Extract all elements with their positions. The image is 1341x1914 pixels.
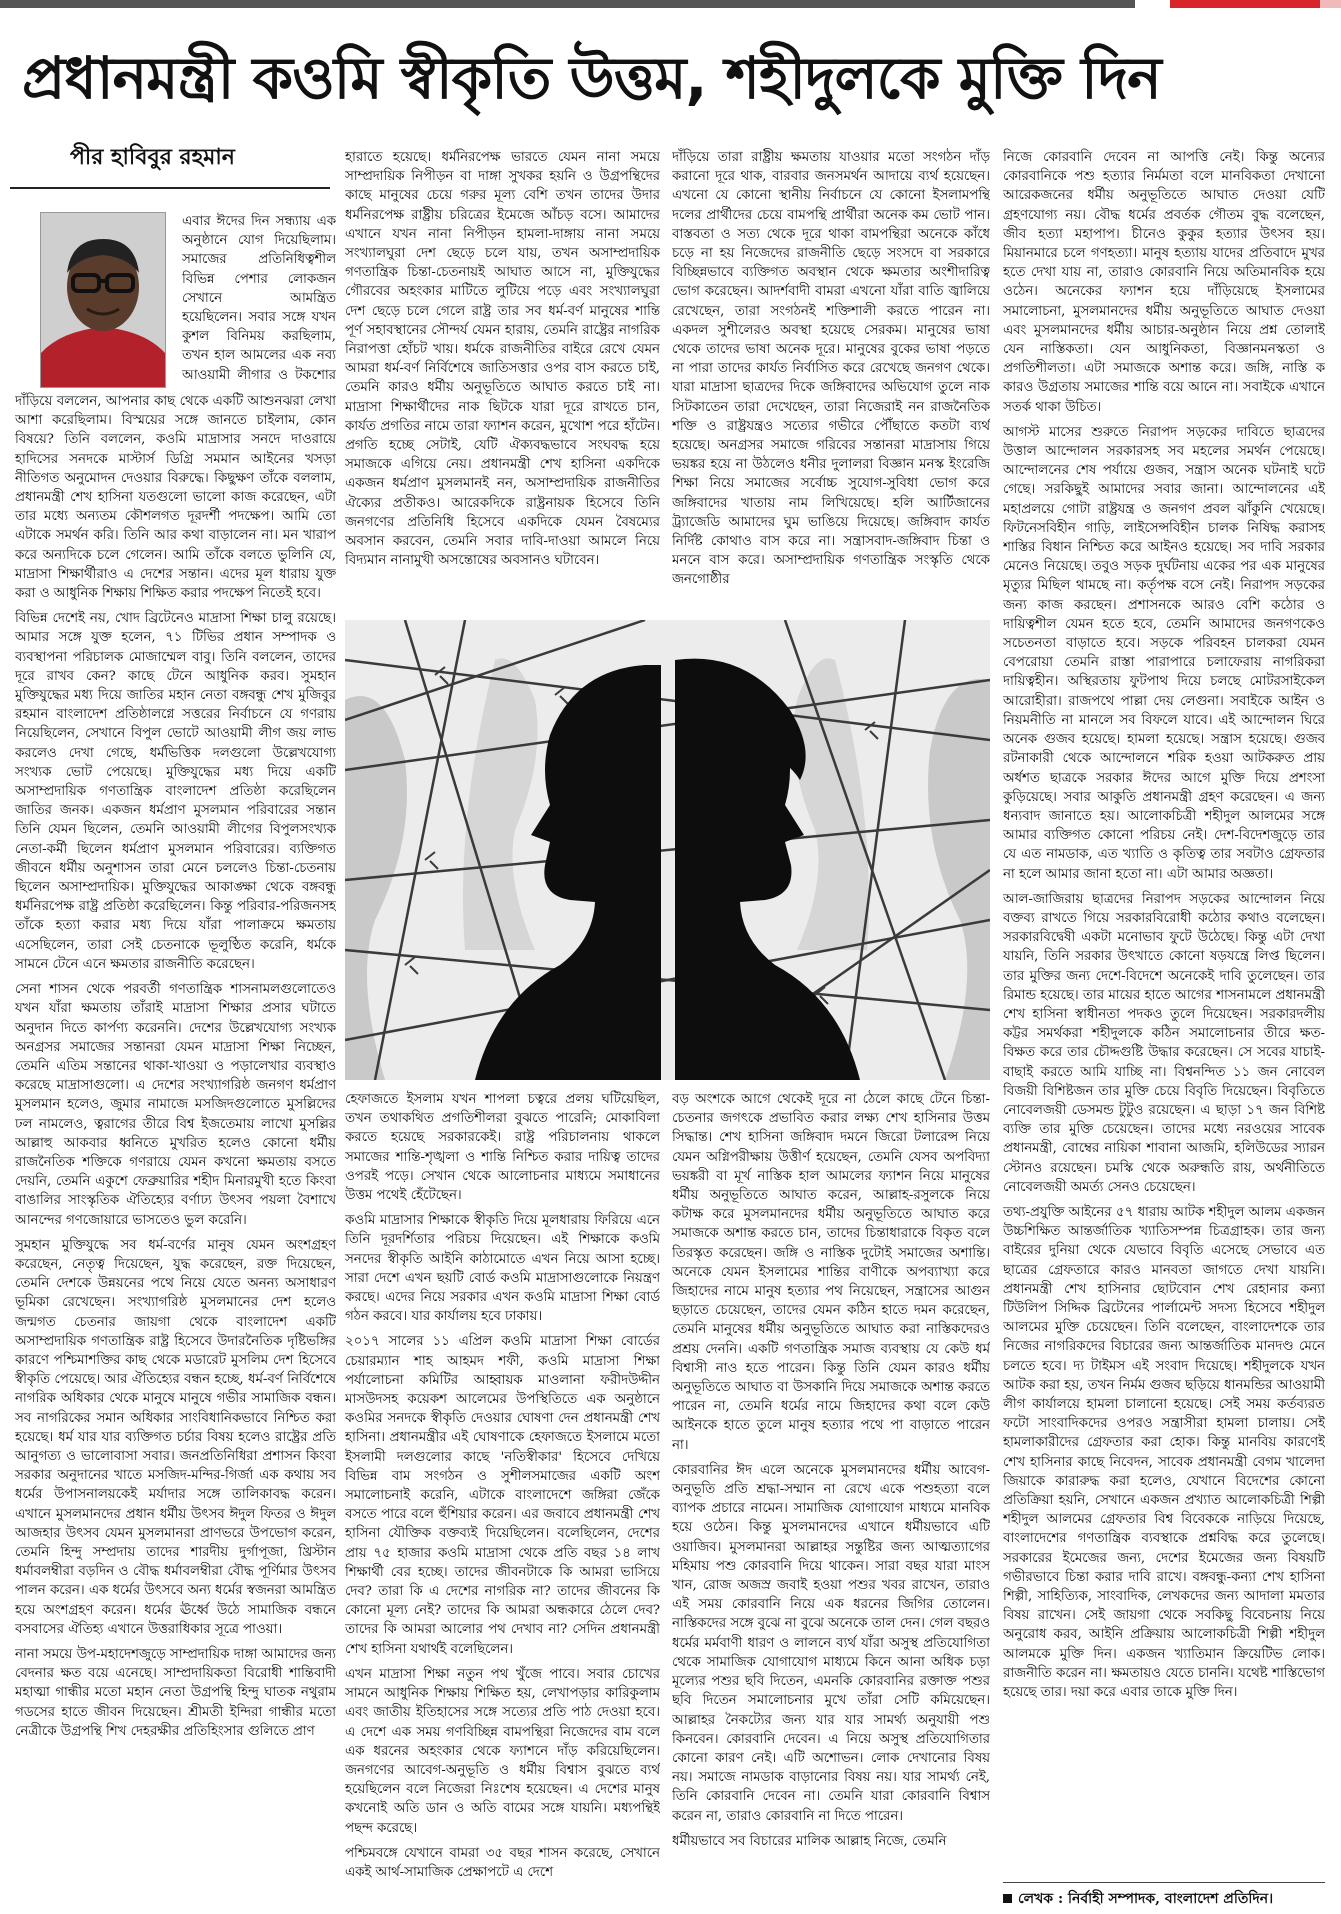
article-column-2 <box>345 1090 660 1905</box>
paragraph: সুমহান মুক্তিযুদ্ধে সব ধর্ম-বর্ণের মানুষ যেমন অংশগ্রহণ করেছেন, নেতৃত্ব দিয়েছেন, যুদ্ধ করেছেন, রক্ত দিয়েছেন, তেমনি দেশকে উন্নয়নের পথে নিয়ে যেতে অনন্য অসাধারণ ভূমিকা রেখেছেন। সংখ্যাগরিষ্ঠ মুসলমানের দেশ হলেও জন্মগত চেতনার জায়গা থেকে বাংলাদেশ একটি অসাম্প্রদায়িক গণতান্ত্রিক রাষ্ট্র হিসেবে উদারনৈতিক দৃষ্টিভঙ্গির কারণে পশ্চিমাশক্তির কাছ থেকে মডারেট মুসলিম দেশ হিসেবে স্বীকৃতি পেয়েছে। আর ঐতিহ্যের বন্ধন হচ্ছে, ধর্ম-বর্ণ নির্বিশেষে নাগরিক অধিকার থেকে মানুষে মানুষে গভীর সামাজিক বন্ধন। সব নাগরিকের সমান অধিকার সাংবিধানিকভাবে নিশ্চিত করা হয়েছে। ধর্ম যার যার ব্যক্তিগত চর্চার বিষয় হলেও রাষ্ট্রের প্রতি আনুগত্য ও ভালোবাসা সবার। জনপ্রতিনিধিরা প্রশাসন কিংবা সরকার অনুদানের খাতে মসজিদ-মন্দির-গির্জা এক কথায় সব ধর্মের উপাসনালয়কেই মর্যাদার সঙ্গে তালিকাবদ্ধ করেন। এখানে মুসলমানদের প্রধান ধর্মীয় উৎসব ঈদুল ফিতর ও ঈদুল আজহার উৎসব যেমন মুসলমানরা প্রাণভরে উপভোগ করেন, তেমনি হিন্দু সম্প্রদায় তাদের শারদীয় দুর্গাপূজা, খ্রিস্টান ধর্মাবলম্বীরা বড়দিন ও বৌদ্ধ ধর্মাবলম্বীরা বৌদ্ধ পূর্ণিমার উৎসব পালন করেন। এক ধর্মের উৎসবে অন্য ধর্মের স্বজনরা আমন্ত্রিত হয়ে অংশগ্রহণ করেন। ধর্মের ঊর্ধ্বে উঠে সামাজিক বন্ধনে বসবাসের ঐতিহ্য এখানে উত্তরাধিকার সূত্রে পাওয়া। <box>15 1237 336 1637</box>
article-column-3 <box>672 1090 990 1905</box>
illustration-silhouettes <box>345 620 990 1080</box>
paragraph: সেনা শাসন থেকে পরবর্তী গণতান্ত্রিক শাসনামলগুলোতেও যখন যাঁরা ক্ষমতায় তাঁরাই মাদ্রাসা শিক্ষার প্রসার ঘটাতে অনুদান দিতে কার্পণ্য করেননি। দেশের উল্লেখযোগ্য সংখ্যক অনগ্রসর সমাজের সন্তানরা যেমন মাদ্রাসা শিক্ষা নিচ্ছেন, তেমনি এতিম সন্তানের থাকা-খাওয়া ও পড়ালেখার ব্যবস্থাও করেছে মাদ্রাসাগুলো। এ দেশের সংখ্যাগরিষ্ঠ জনগণ ধর্মপ্রাণ মুসলমান হলেও, জুমার নামাজে মসজিদগুলোতে মুসল্লিদের ঢল নামলেও, ত্বরাগের তীরে বিশ্ব ইজতেমায় লাখো মুসল্লির আল্লাহু আকবার ধ্বনিতে মুখরিত হলেও কোনো ধর্মীয় রাজনৈতিক শক্তিকে গণরায়ে যেমন কখনো ক্ষমতায় বসতে দেয়নি, তেমনি একুশে ফেব্রুয়ারির শহীদ মিনারমুখী হতে কিংবা বাঙালির সাংস্কৃতিক ঐতিহ্যের বর্ণাঢ্য উৎসব পয়লা বৈশাখে আনন্দের গণজোয়ারে ভাসতেও ভুল করেনি। <box>15 982 336 1228</box>
paragraph: তথ্য-প্রযুক্তি আইনের ৫৭ ধারায় আটক শহীদুল আলম একজন উচ্চশিক্ষিত আন্তর্জাতিক খ্যাতিসম্পন্ন চিত্রগ্রাহক। তার জন্য বাইরের দুনিয়া থেকে যেভাবে বিবৃতি এসেছে সেভাবে এত ছাত্রের গ্রেফতারে কারও মানবতা জাগতে দেখা যায়নি। প্রধানমন্ত্রী শেখ হাসিনার ছোটবোন শেখ রেহানার কন্যা টিউলিপ সিদ্দিক ব্রিটেনের পার্লামেন্ট সদস্য হিসেবে শহীদুল আলমের মুক্তি চেয়েছেন। তিনি বলেছেন, বাংলাদেশকে তার নিজের নাগরিকদের বিচারের জন্য আন্তর্জাতিক মানদণ্ড মেনে চলতে হবে। দ্য টাইমস এই সংবাদ দিয়েছে। শহীদুলকে যখন আটক করা হয়, তখন নির্মম গুজব ছড়িয়ে ধানমন্ডির আওয়ামী লীগ কার্যালয়ে হামলা চালানো হয়েছে। সেই সময় কর্তব্যরত ফটো সাংবাদিকদের ওপরও সন্ত্রাসীরা হামলা চালায়। সেই হামলাকারীদের গ্রেফতার করা হোক। কিন্তু মানবিয় কারণেই শেখ হাসিনার কাছে নিবেদন, সাবেক প্রধানমন্ত্রী বেগম খালেদা জিয়াকে কারারুদ্ধ করা হলেও, যেখানে বিদেশের কোনো প্রতিক্রিয়া হয়নি, সেখানে একজন প্রখ্যাত আলোকচিত্রী শিল্পী শহীদুল আলমের গ্রেফতার বিশ্ব বিবেককে নাড়িয়ে দিয়েছে, বাংলাদেশের গণতান্ত্রিক ব্যবস্থাকে প্রশ্নবিদ্ধ করে তুলেছে। সরকারের ইমেজের জন্য, দেশের ইমেজের জন্য বিষয়টি গভীরভাবে চিন্তা করার দাবি রাখে। বঙ্গবন্ধু-কন্যা শেখ হাসিনা শিল্পী, সাহিত্যিক, সাংবাদিক, লেখকদের জন্য আদালা মমতার বিষয় রাখেন। সেই জায়গা থেকে সবকিছু বিবেচনায় নিয়ে অনুরোধ করব, আইনি প্রক্রিয়ায় আলোকচিত্রী শিল্পী শহীদুল আলমকে মুক্তি দিন। একজন খ্যাতিমান ক্রিয়েটিভ লোক। রাজনীতি করেন না। ক্ষমতায়ও যেতে চাননি। যথেষ্ট শাস্তিভোগ হয়েছে তার। দয়া করে এবার তাকে মুক্তি দিন। <box>1003 1204 1325 1701</box>
paragraph: হেফাজতে ইসলাম যখন শাপলা চত্বরে প্রলয় ঘটিয়েছিল, তখন তথাকথিত প্রগতিশীলরা বুঝতে পারেনি; মোকাবিলা করতে হয়েছে সরকারকেই। রাষ্ট্র পরিচালনায় থাকলে সমাজের শান্তি-শৃঙ্খলা ও শান্তি নিশ্চিত করার দায়িত্ব তাদের ওপরই পড়ে। সেখান থেকে আলোচনার মাধ্যমে সমাধানের উত্তম পথেই হেঁটেছেন। <box>345 1092 660 1204</box>
top-rule-accent <box>1170 0 1320 8</box>
paragraph: আল-জাজিরায় ছাত্রদের নিরাপদ সড়কের আন্দোলন নিয়ে বক্তব্য রাখতে গিয়ে সরকারবিরোধী কঠোর কথাও বলেছেন। সরকারবিদ্বেষী একটা মনোভাব ফুটে উঠেছে। কিন্তু এটা দেখা যায়নি, তিনি সরকার উৎখাতে কোনো ষড়যন্ত্রে লিপ্ত ছিলেন। তার মুক্তির জন্য দেশে-বিদেশে অনেকেই দাবি তুলেছেন। তার রিমান্ড হয়েছে। তার মায়ের হাতে আগের শাসনামলে প্রধানমন্ত্রী শেখ হাসিনা স্বাধীনতা পদকও তুলে দিয়েছেন। সরকারদলীয় কট্টর সমর্থকরা শহীদুলকে কঠিন সমালোচনার তীরে ক্ষত-বিক্ষত করে তার চৌদ্দগুষ্টি উদ্ধার করেছেন। সে সবের যাচাই-বাছাই করতে আমি যাচ্ছি না। বিশ্বনন্দিত ১১ জন নোবেল বিজয়ী বিশিষ্টজন তার মুক্তি চেয়ে বিবৃতি দিয়েছেন। বিবৃতিতে নোবেলজয়ী ডেসমন্ড টুটুও রয়েছেন। এ ছাড়া ১৭ জন বিশিষ্ট ব্যক্তি তার মুক্তি চেয়েছেন। তাদের মধ্যে নরওয়ের সাবেক প্রধানমন্ত্রী, বোম্বের নায়িকা শাবানা আজমি, হলিউডের স্যারন স্টোনও রয়েছেন। চমস্কি থেকে অরুন্ধতি রায়, অর্থনীতিতে নোবেলজয়ী অমর্ত্য সেনও চেয়েছেন। <box>1003 891 1325 1195</box>
paragraph: নিজে কোরবানি দেবেন না আপত্তি নেই। কিন্তু অন্যের কোরবানিকে পশু হত্যার নির্মমতা বলে মানবিকতা দেখানো আরেকজনের ধর্মীয় অনুভূতিতে আঘাত দেওয়া যেটি গ্রহণযোগ্য নয়। বৌদ্ধ ধর্মের প্রবর্তক গৌতম বুদ্ধ বলেছেন, জীব হত্যা মহাপাপ। চীনেও কুকুর হত্যার উৎসব হয়। মিয়ানমারে চলে গণহত্যা। মানুষ হত্যায় যাদের প্রতিবাদে মুখর হতে দেখা যায় না, তারাও কোরবানি নিয়ে অতিমানবিক হয়ে ওঠেন। অনেকের ফ্যাশন হয়ে দাঁড়িয়েছে ইসলামের সমালোচনা, মুসলমানদের ধর্মীয় অনুভূতিতে আঘাত দেওয়া এবং মুসলমানদের ধর্মীয় আচার-অনুষ্ঠান নিয়ে প্রশ্ন তোলাই যেন নাস্তিকতা। যেন আধুনিকতা, বিজ্ঞানমনস্কতা ও প্রগতিশীলতা। এটা সমাজকে অশান্ত করে। জঙ্গি, নাস্তি ক কারও উগ্রতায় সমাজের শান্তি বয়ে আনে না। সবাইকে এখানে সতর্ক থাকা উচিত। <box>1003 150 1325 415</box>
paragraph: কোরবানির ঈদ এলে অনেকে মুসলমানদের ধর্মীয় আবেগ-অনুভূতি প্রতি শ্রদ্ধা-সম্মান না রেখে একে পশুহত্যা বলে ব্যাপক প্রচারে নামেন। সামাজিক যোগাযোগ মাধ্যমে মানবিক হয়ে ওঠেন। কিন্তু মুসলমানদের এখানে ধর্মীয়ভাবে এটি ওয়াজিব। মুসলমানরা আল্লাহর সন্তুষ্টির জন্য আত্মত্যাগের মহিমায় পশু কোরবানি দিয়ে থাকেন। সারা বছর যারা মাংস খান, রোজ অজস্র জবাই হওয়া পশুর খবর রাখেন, তারাও এই সময় কোরবানি নিয়ে এক ধরনের জিগির তোলেন। নাস্তিকদের সঙ্গে বুঝে না বুঝে অনেকে তাল দেন। গেল বছরও ধর্মের মর্মবাণী ধারণ ও লালনে ব্যর্থ যাঁরা অসুস্থ প্রতিযোগিতা থেকে সামাজিক যোগাযোগ মাধ্যমে কিনে আনা অধিক চড়া মূল্যের পশুর ছবি দিতেন, এমনকি কোরবানির রক্তাক্ত পশুর ছবি দিতেন সমালোচনার মুখে তাঁরা সেটি কমিয়েছেন। আল্লাহর নৈকট্যের জন্য যার যার সামর্থ্য অনুযায়ী পশু কিনবেন। কোরবানি দেবেন। এ নিয়ে অসুস্থ প্রতিযোগিতার কোনো কারণ নেই। এটি অশোভন। লোক দেখানোর বিষয় নয়। সমাজে নামডাক বাড়ানোর বিষয় নয়। যার সামর্থ্য নেই, তিনি কোরবানি দেবেন না। তেমনি যারা কোরবানি বিশ্বাস করেন না, তারাও কোরবানি না দিতে পারেন। <box>672 1462 990 1824</box>
paragraph: দাঁড়িয়ে বললেন, আপনার কাছ থেকে একটি আশুনঝরা লেখা আশা করেছিলাম। বিস্ময়ের সঙ্গে জানতে চাইলাম, কোন বিষয়ে? তিনি বললেন, কওমি মাদ্রাসার সনদে দাওরায়ে হাদিসের সনদকে মাস্টার্স ডিগ্রি সমমান আইনের খসড়া নীতিগত অনুমোদন দেওয়ার বিরুদ্ধে। কিছুক্ষণ তাঁকে বললাম, প্রধানমন্ত্রী শেখ হাসিনা যতগুলো ভালো কাজ করেছেন, এটা তার মধ্যে অন্যতম কৌশলগত দূরদর্শী পদক্ষেপ। আমি তো এটাকে সমর্থন করি। তিনি আর কথা বাড়ালেন না। মন খারাপ করে অন্যদিকে চলে গেলেন। আমি তাঁকে বলতে ভুলিনি যে, মাদ্রাসা শিক্ষার্থীরাও এ দেশের সন্তান। এদের মূল ধারায় যুক্ত করা ও আধুনিক শিক্ষায় শিক্ষিত করার পদক্ষেপ নিতেই হবে। <box>15 394 336 602</box>
square-bullet-icon <box>1003 1894 1012 1903</box>
paragraph: নানা সময়ে উপ-মহাদেশজুড়ে সাম্প্রদায়িক দাঙ্গা আমাদের জন্য বেদনার ক্ষত বয়ে এনেছে। সাম্প্রদায়িকতা বিরোধী শান্তিবাদী মহাত্মা গান্ধীর মতো মহান নেতা উগ্রপন্থি হিন্দু ঘাতক নথুরাম গডসের হাতে জীবন দিয়েছেন। শ্রীমতী ইন্দিরা গান্ধীর মতো নেত্রীকে উগ্রপন্থি শিখ দেহরক্ষীর প্রতিহিংসার গুলিতে প্রাণ <box>15 1647 336 1739</box>
article-column-4 <box>1003 148 1325 1874</box>
author-photo <box>40 212 166 388</box>
byline: পীর হাবিবুর রহমান <box>70 144 235 170</box>
author-note-value: নির্বাহী সম্পাদক, বাংলাদেশ প্রতিদিন। <box>1068 1891 1274 1907</box>
paragraph: এখন মাদ্রাসা শিক্ষা নতুন পথ খুঁজে পাবে। সবার চোখের সামনে আধুনিক শিক্ষায় শিক্ষিত হয়, লেখাপড়ার কারিকুলাম এবং জাতীয় ইতিহাসের সঙ্গে সত্যের প্রতি পাঠ দেওয়া হবে। এ দেশে এক সময় গণবিচ্ছিন্ন বামপন্থিরা নিজেদের বাম বলে এক ধরনের অহংকার থেকে ফ্যাশনে দাঁড় করিয়েছিলেন। জনগণের আবেগ-অনুভূতি ও ধর্মীয় বিশ্বাস বুঝতে ব্যর্থ হয়েছিলেন বলে নিজেরা নিঃশেষ হয়েছেন। এ দেশের মানুষ কখনোই অতি ডান ও অতি বামের সঙ্গে যায়নি। মধ্যপন্থিই পছন্দ করেছে। <box>345 1666 660 1836</box>
byline-divider <box>10 187 330 189</box>
paragraph: এবার ঈদের দিন সন্ধ্যায় এক অনুষ্ঠানে যোগ দিয়েছিলাম। সমাজের প্রতিনিধিত্বশীল বিভিন্ন পেশার লোকজন সেখানে আমন্ত্রিত হয়েছিলেন। সবার সঙ্গে যখন কুশল বিনিময় করছিলাম, তখন হাল আমলের এক নব্য আওয়ামী লীগার ও টকশোর <box>182 214 336 383</box>
paragraph: বড় অংশকে আগে থেকেই দূরে না ঠেলে কাছে টেনে চিন্তা-চেতনার জগৎকে প্রভাবিত করার লক্ষ্য শেখ হাসিনার উত্তম সিদ্ধান্ত। শেখ হাসিনা জঙ্গিবাদ দমনে জিরো টলারেন্স নিয়ে যেমন অগ্নিপরীক্ষায় উত্তীর্ণ হয়েছেন, তেমনি যেসব অপবিদ্যা ভয়ঙ্করী বা মূর্খ নাস্তিক হাল আমলের ফ্যাশন নিয়ে মানুষের ধর্মীয় অনুভূতিতে আঘাত করেন, আল্লাহ-রসুলকে নিয়ে কটাক্ষ করে মুসলমানদের ধর্মীয় অনুভূতিতে আঘাত করে সমাজকে অশান্ত করতে চান, তাদের চিন্তাধারাকে বিকৃত বলে তিরস্কৃত করেছেন। জঙ্গি ও নাস্তিক দুটোই সমাজের অশান্তি। অনেকে যেমন ইসলামের শান্তির বাণীকে অপব্যাখ্যা করে জিহাদের নামে মানুষ হত্যার পথ নিয়েছেন, সন্ত্রাসের আগুন ছড়াতে চেয়েছেন, তাদের যেমন কঠিন হাতে দমন করেছেন, তেমনি মানুষের ধর্মীয় অনুভূতিতে আঘাত করা নাস্তিকদেরও প্রশ্রয় দেননি। একটি গণতান্ত্রিক সমাজ ব্যবস্থায় যে কেউ ধর্ম বিশ্বাসী নাও হতে পারেন। কিন্তু তিনি যেমন কারও ধর্মীয় অনুভূতিতে আঘাত বা উসকানি দিয়ে সমাজকে অশান্ত করতে পারেন না, তেমনি ধর্মের নামে জিহাদের কথা বলে কেউ আইনকে হাতে তুলে মানুষ হত্যার পথে পা বাড়াতে পারেন না। <box>672 1092 990 1453</box>
article-column-2-top <box>345 148 660 610</box>
paragraph: ধর্মীয়ভাবে সব বিচারের মালিক আল্লাহ নিজে, তেমনি <box>672 1833 947 1849</box>
author-note-label: লেখক : <box>1018 1891 1064 1907</box>
paragraph: বিভিন্ন দেশেই নয়, খোদ ব্রিটেনেও মাদ্রাসা শিক্ষা চালু রয়েছে। আমার সঙ্গে যুক্ত হলেন, ৭১ টিভির প্রধান সম্পাদক ও ব্যবস্থাপনা পরিচালক মোজাম্মেল বাবু। তিনি বললেন, তাদের দূরে রাখব কেন? কাছে টেনে আধুনিক করব। সুমহান মুক্তিযুদ্ধের মধ্য দিয়ে জাতির মহান নেতা বঙ্গবন্ধু শেখ মুজিবুর রহমান বাংলাদেশ প্রতিষ্ঠালগ্নে সত্তরের নির্বাচনে যে গণরায় নিয়েছিলেন, সেখানে বিপুল ভোটে আওয়ামী লীগ জয় লাভ করলেও দেখা গেছে, ধর্মভিত্তিক দলগুলো উল্লেখযোগ্য সংখ্যক ভোট পেয়েছে। মুক্তিযুদ্ধের মধ্য দিয়ে একটি অসাম্প্রদায়িক গণতান্ত্রিক বাংলাদেশ প্রতিষ্ঠা করেছিলেন জাতির জনক। একজন ধর্মপ্রাণ মুসলমান পরিবারের সন্তান তিনি যেমন ছিলেন, তেমনি আওয়ামী লীগের বিপুলসংখ্যক নেতা-কর্মী ছিলেন ধর্মপ্রাণ মুসলমান পরিবারের। ব্যক্তিগত জীবনে ধর্মীয় অনুশাসন তারা মেনে চললেও চিন্তা-চেতনায় ছিলেন অসাম্প্রদায়িক। মুক্তিযুদ্ধের আকাঙ্ক্ষা থেকে বঙ্গবন্ধু ধর্মনিরপেক্ষ রাষ্ট্র প্রতিষ্ঠা করেছিলেন। কিন্তু পরিবার-পরিজনসহ তাঁকে হত্যা করার মধ্য দিয়ে যাঁরা পালাক্রমে ক্ষমতায় এসেছিলেন, তারা সেই চেতনাকে ভূলুণ্ঠিত করেনি, ধর্মকে সামনে টেনে এনে ক্ষমতার রাজনীতি করেছেন। <box>15 611 336 972</box>
paragraph: হারাতে হয়েছে। ধর্মনিরপেক্ষ ভারতে যেমন নানা সময়ে সাম্প্রদায়িক নিপীড়ন বা দাঙ্গা সুখকর হয়নি ও উগ্রপন্থিদের কাছে মানুষের চেয়ে গরুর মূল্য বেশি তখন তাদের উদার ধর্মনিরপেক্ষ রাষ্ট্রীয় চরিত্রের ইমেজে আঁচড় বসে। আমাদের এখানে যখন নানা নিপীড়ন হামলা-দাঙ্গায় নানা সময়ে সংখ্যালঘুরা দেশ ছেড়ে চলে যায়, তখন অসাম্প্রদায়িক গণতান্ত্রিক চিন্তা-চেতনায়ই আঘাত আসে না, মুক্তিযুদ্ধের গৌরবের অহংকার মাটিতে লুটিয়ে পড়ে এবং সংখ্যালঘুরা দেশ ছেড়ে চলে গেলে রাষ্ট্র তার সব ধর্ম-বর্ণ মানুষের শান্তি পূর্ণ সহাবস্থানের সৌন্দর্য যেমন হারায়, তেমনি রাষ্ট্রের নাগরিক নিরাপত্তা হোঁচট খায়। ধর্মকে রাজনীতির বাইরে রেখে যেমন আমরা ধর্ম-বর্ণ নির্বিশেষে জাতিসত্তার ওপর বাস করতে চাই, তেমনি কারও ধর্মীয় অনুভূতিতে আঘাত করতে চাই না। মাদ্রাসা শিক্ষার্থীদের নাক ছিটকে যারা দূরে রাখতে চান, কার্যত প্রগতির নামে তারা ফ্যাশন করেন, মুখোশ পরে হাঁটেন। প্রগতি হচ্ছে সেটাই, যেটি ঐক্যবদ্ধভাবে সংঘবদ্ধ হয়ে সমাজকে এগিয়ে নেয়। প্রধানমন্ত্রী শেখ হাসিনা একদিকে একজন ধর্মপ্রাণ মুসলমানই নন, অসাম্প্রদায়িক রাজনীতির ঐক্যের প্রতীকও। আরেকদিকে রাষ্ট্রনায়ক হিসেবে তিনি জনগণের প্রতিনিধি হিসেবে একদিকে যেমন বৈষম্যের অবসান করবেন, তেমনি সবার দাবি-দাওয়া আমলে নিয়ে বিদ্যমান নানামুখী অসন্তোষের অবসানও ঘটাবেন। <box>345 150 660 569</box>
author-note <box>1003 1882 1325 1911</box>
article-column-3-top <box>672 148 990 610</box>
article-column-1-top <box>182 212 336 388</box>
paragraph: ২০১৭ সালের ১১ এপ্রিল কওমি মাদ্রাসা শিক্ষা বোর্ডের চেয়ারম্যান শাহ আহমদ শফী, কওমি মাদ্রাসা শিক্ষা পর্যালোচনা কমিটির আহ্বায়ক মাওলানা ফরীদউদ্দীন মাসউদসহ কয়েকশ আলেমের উপস্থিতিতে এক অনুষ্ঠানে কওমির সনদকে স্বীকৃতি দেওয়ার ঘোষণা দেন প্রধানমন্ত্রী শেখ হাসিনা। প্রধানমন্ত্রীর এই ঘোষণাকে হেফাজতে ইসলামে মতো ইসলামী দলগুলোর কাছে 'নতিস্বীকার' হিসেবে দেখিয়ে বিভিন্ন বাম সংগঠন ও সুশীলসমাজের একটি অংশ সমালোচনাই করেনি, এটাকে বাংলাদেশে জঙ্গিরা জেঁকে বসতে পারে বলে হুঁশিয়ার করেন। এর জবাবে প্রধানমন্ত্রী শেখ হাসিনা যৌক্তিক বক্তব্যই দিয়েছিলেন। বলেছিলেন, দেশের প্রায় ৭৫ হাজার কওমি মাদ্রাসা থেকে প্রতি বছর ১৪ লাখ শিক্ষার্থী বের হচ্ছে। তাদের জীবনটাকে কি আমরা ভাসিয়ে দেব? তারা কি এ দেশের নাগরিক না? তাদের জীবনের কি কোনো মূল্য নেই? তাদের কি আমরা অন্ধকারে ঠেলে দেব? তাদের কি আমরা আলোর পথ দেখাব না? সেদিন প্রধানমন্ত্রী শেখ হাসিনা যথার্থই বলেছিলেন। <box>345 1334 660 1657</box>
article-column-1 <box>15 392 336 1902</box>
paragraph: কওমি মাদ্রাসার শিক্ষাকে স্বীকৃতি দিয়ে মূলধারায় ফিরিয়ে এনে তিনি দূরদর্শিতার পরিচয় দিয়েছেন। এই শিক্ষাকে কওমি সনদের স্বীকৃতি আইনি কাঠামোতে এখন নিয়ে আসা হচ্ছে। সারা দেশে এখন ছয়টি বোর্ড কওমি মাদ্রাসাগুলোকে নিয়ন্ত্রণ করছে। এদের নিয়ে সরকার এখন কওমি মাদ্রাসা শিক্ষা বোর্ড গঠন করবে। যার কার্যালয় হবে ঢাকায়। <box>345 1213 660 1325</box>
paragraph: আগস্ট মাসের শুরুতে নিরাপদ সড়কের দাবিতে ছাত্রদের উত্তাল আন্দোলন সরকারসহ সব মহলের সমর্থন পেয়েছে। আন্দোলনের শেষ পর্যায়ে গুজব, সন্ত্রাস অনেক ঘটনাই ঘটে গেছে। সরকিছুই আমাদের সবার জানা। আন্দোলনের এই মহাপ্রলয়ে গোটা রাষ্ট্রযন্ত্র ও জনগণ প্রবল ঝাঁকুনি খেয়েছে। ফিটনেসবিহীন গাড়ি, লাইসেন্সবিহীন চালক নিষিদ্ধ করাসহ শাস্তির বিধান নিশ্চিত করে আইনও হয়েছে। সব দাবি সরকার মেনেও নিয়েছে। তবুও সড়ক দুর্ঘটনায় একের পর এক মানুষের মৃত্যুর মিছিল থামছে না। কর্তৃপক্ষ বসে নেই। নিরাপদ সড়কের জন্য কাজ করছেন। প্রশাসনকে আরও বেশি কঠোর ও দায়িত্বশীল যেমন হতে হবে, তেমনি আমাদের জনগণকেও সচেতনতা বাড়াতে হবে। সড়কে পরিবহন চালকরা যেমন বেপরোয়া তেমনি রাস্তা পারাপারে চলাফেরায় নাগরিকরা দায়িত্বহীন। অস্থিরতায় ফুটপাথ দিয়ে চলছে মোটরসাইকেল আরোহীরা। রাজপথে পাল্লা দেয় লেগুনা। সবাইকে আইন ও নিয়মনীতি না মানলে সব বিফলে যাবে। এই আন্দোলন ঘিরে অনেক গুজব হয়েছে। হামলা হয়েছে। সন্ত্রাস হয়েছে। গুজব রটনাকারী থেকে আন্দোলনে শরিক হওয়া আটকরুত প্রায় অর্ধশত ছাত্রকে সরকার ঈদের আগে মুক্তি দিয়ে প্রশংসা কুড়িয়েছে। সবার আকুতি প্রধানমন্ত্রী গ্রহণ করেছেন। এ জন্য ধন্যবাদ জানাতে হয়। আলোকচিত্রী শহীদুল আলমের সঙ্গে আমার ব্যক্তিগত কোনো পরিচয় নেই। দেশ-বিদেশজুড়ে তার যে এত নামডাক, এত খ্যাতি ও কৃতিত্ব তার সবটাও গ্রেফতার না হলে আমার জানা হতো না। এটা আমার অজ্ঞতা। <box>1003 424 1325 882</box>
paragraph: দাঁড়িয়ে তারা রাষ্ট্রীয় ক্ষমতায় যাওয়ার মতো সংগঠন দাঁড় করানো দূরে থাক, বারবার জনসমর্থন আদায়ে ব্যর্থ হয়েছেন। এখনো যে কোনো স্থানীয় নির্বাচনে যে কোনো ইসলামপন্থি দলের প্রার্থীদের চেয়ে বামপন্থি প্রার্থীরা অনেক কম ভোট পান। বাস্তবতা ও সত্য থেকে দূরে থাকা বামপন্থিরা অনেকে কাঁধে চড়ে না হয় নিজেদের রাজনীতি ছেড়ে সংসদে বা সরকারে বিচ্ছিন্নভাবে ব্যক্তিগত অবস্থান থেকে ক্ষমতার অংশীদারিত্ব ভোগ করেছেন। আদর্শবাদী বামরা এখনো যাঁরা বাতি জ্বালিয়ে রেখেছেন, তারা সংগঠনই শক্তিশালী করতে পারেন না। একদল সুশীলেরও অবস্থা হয়েছে সেরকম। মানুষের ভাষা থেকে তাদের ভাষা অনেক দূরে। মানুষের বুকের ভাষা পড়তে না পারা তাদের কার্যত নির্বাসিত করে রেখেছে জনগণ থেকে। যারা মাদ্রাসা ছাত্রদের দিকে জঙ্গিবাদের অভিযোগ তুলে নাক সিটকাতেন তারা দেখেছেন, তারা নিজেরাই নন রাজনৈতিক শক্তি ও রাষ্ট্রযন্ত্রও সত্যের গভীরে পৌঁছাতে কতটা ব্যর্থ হয়েছে। অনগ্রসর সমাজে গরিবের সন্তানরা মাদ্রাসায় গিয়ে ভয়ঙ্কর হয়ে না উঠলেও ধনীর দুলালরা বিজ্ঞান মনস্ক ইংরেজি শিক্ষা নিয়ে সমাজের সর্বোচ্চ সুযোগ-সুবিধা ভোগ করে জঙ্গিবাদের খাতায় নাম লিখিয়েছে। হলি আর্টিজানের ট্র্যাজেডি আমাদের ঘুম ভাঙিয়ে দিয়েছে। জঙ্গিবাদ কার্যত নির্দিষ্ট কোথাও বাস করে না। সন্ত্রাসবাদ-জঙ্গিবাদ চিন্তা ও মননে বাস করে। অসাম্প্রদায়িক গণতান্ত্রিক সংস্কৃতি থেকে জনগোষ্ঠীর <box>672 150 990 588</box>
paragraph: পশ্চিমবঙ্গে যেখানে বামরা ৩৫ বছর শাসন করেছে, সেখানে একই আর্থ-সামাজিক প্রেক্ষাপটে এ দেশে <box>345 1845 660 1880</box>
top-rule-accent-light <box>1320 0 1341 8</box>
article-headline: প্রধানমন্ত্রী কওমি স্বীকৃতি উত্তম, শহীদুলকে মুক্তি দিন <box>22 44 1161 112</box>
top-rule <box>0 0 1135 8</box>
